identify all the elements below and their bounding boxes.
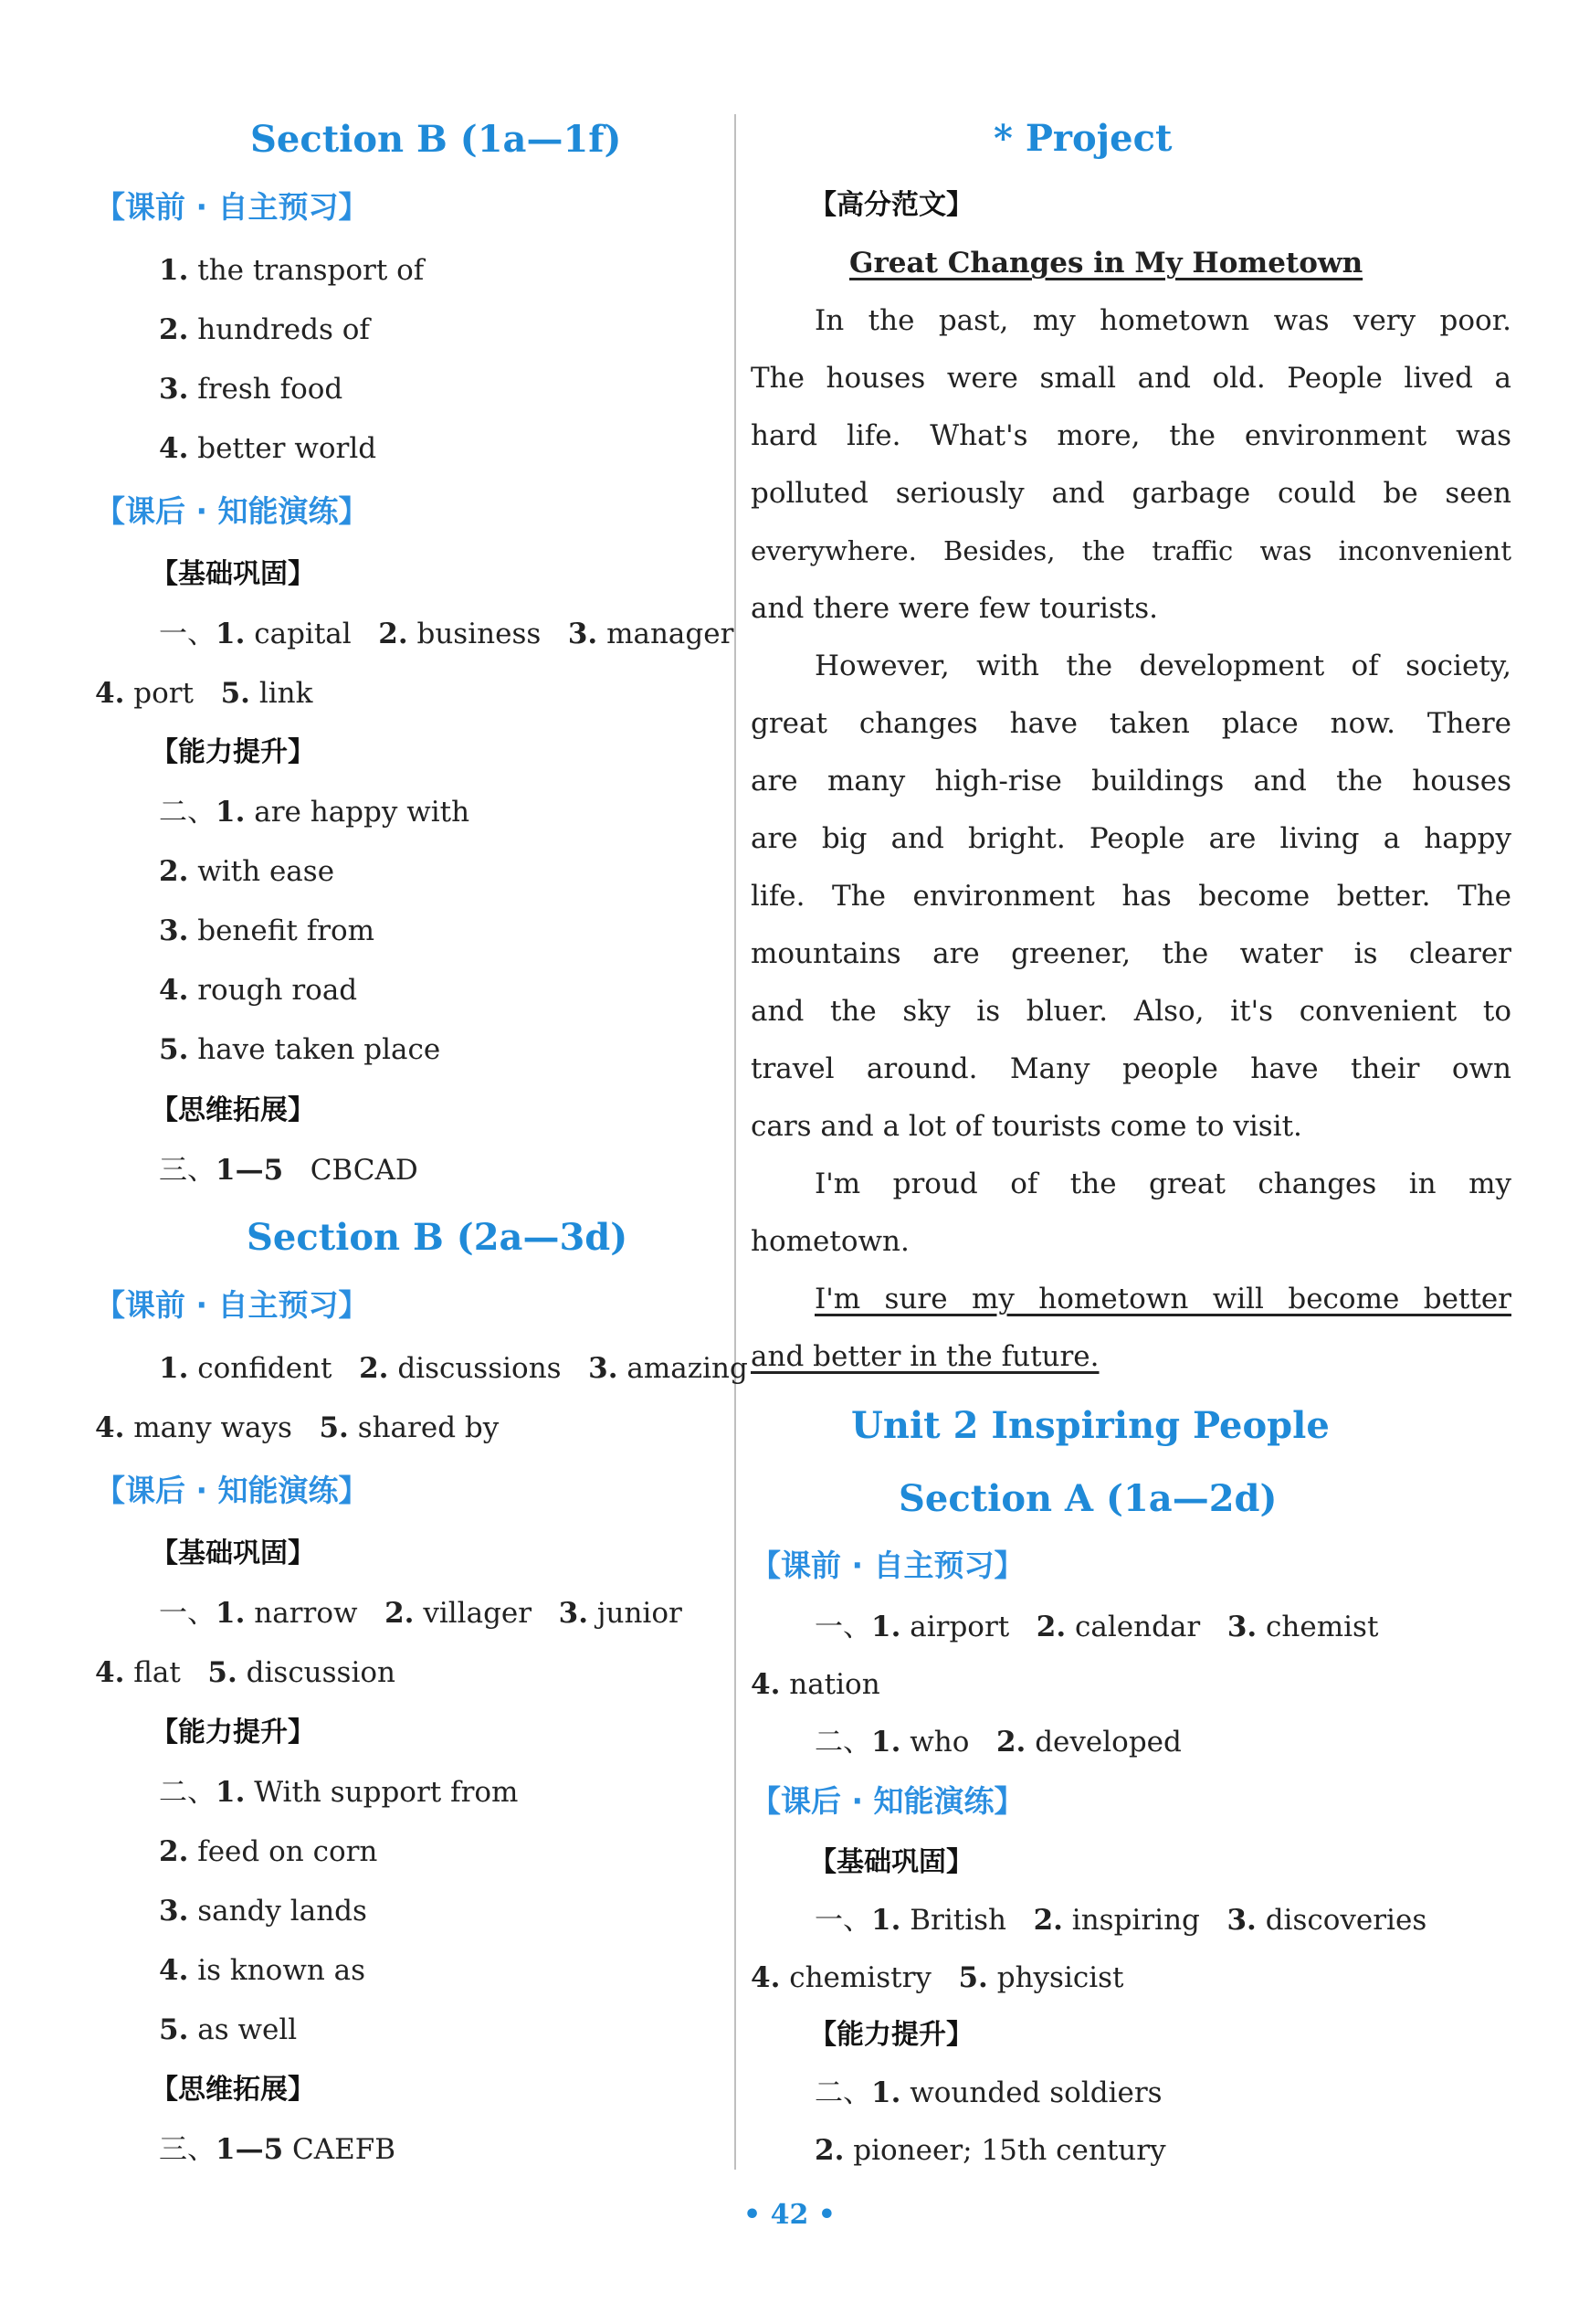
essay-line: travel around. Many people have their own	[751, 1052, 1511, 1085]
subsection-label: 【课后 · 知能演练】	[95, 493, 369, 529]
essay-line: and better in the future.	[751, 1340, 1100, 1373]
section-title: Section B (1a—1f)	[250, 118, 622, 161]
answer-line: 4. port 5. link	[95, 677, 313, 710]
essay-line: hometown.	[751, 1225, 910, 1258]
answer-line: 4. many ways 5. shared by	[95, 1411, 500, 1444]
category-label: 【能力提升】	[809, 2019, 974, 2051]
answer-line: 2. hundreds of	[159, 313, 370, 346]
answer-line: 二、1. who 2. developed	[815, 1726, 1182, 1759]
project-title: * Project	[994, 117, 1173, 160]
essay-line: The houses were small and old. People lived a	[751, 362, 1511, 395]
subsection-label: 【课前 · 自主预习】	[95, 1287, 369, 1323]
answer-line: 3. fresh food	[159, 373, 343, 406]
answer-line: 三、1—5 CBCAD	[159, 1154, 418, 1187]
answer-line: 一、1. capital 2. business 3. manager	[159, 618, 734, 650]
essay-line: In the past, my hometown was very poor.	[815, 304, 1511, 337]
subsection-label: 【课前 · 自主预习】	[95, 189, 369, 225]
essay-line: I'm sure my hometown will become better	[815, 1283, 1511, 1315]
answer-line: 一、1. British 2. inspiring 3. discoveries	[815, 1904, 1427, 1937]
answer-line: 3. sandy lands	[159, 1895, 367, 1928]
answer-line: 二、1. With support from	[159, 1776, 519, 1809]
answer-line: 2. pioneer; 15th century	[815, 2134, 1166, 2167]
category-label: 【思维拓展】	[151, 1094, 315, 1126]
section-title: Section B (2a—3d)	[247, 1216, 628, 1259]
page-number: • 42 •	[743, 2199, 836, 2231]
column-divider	[734, 114, 736, 2170]
essay-line: cars and a lot of tourists come to visit.	[751, 1110, 1302, 1143]
essay-line: are many high-rise buildings and the houses	[751, 765, 1511, 798]
essay-title: Great Changes in My Hometown	[849, 247, 1363, 280]
subsection-label: 【课后 · 知能演练】	[95, 1473, 369, 1508]
answer-line: 1. confident 2. discussions 3. amazing	[159, 1352, 748, 1385]
answer-line: 三、1—5 CAEFB	[159, 2133, 396, 2166]
essay-line: However, with the development of society,	[815, 650, 1511, 682]
answer-line: 2. with ease	[159, 855, 335, 888]
answer-line: 二、1. are happy with	[159, 796, 470, 829]
answer-line: 4. rough road	[159, 974, 358, 1007]
essay-line: I'm proud of the great changes in my	[815, 1167, 1511, 1200]
answer-line: 4. better world	[159, 432, 377, 465]
section-title: Section A (1a—2d)	[899, 1477, 1278, 1520]
answer-line: 4. chemistry 5. physicist	[751, 1961, 1124, 1994]
essay-line: polluted seriously and garbage could be seen	[751, 477, 1511, 510]
category-label: 【基础巩固】	[151, 558, 315, 590]
answer-line: 5. have taken place	[159, 1033, 441, 1066]
essay-line: and there were few tourists.	[751, 592, 1158, 625]
answer-line: 4. is known as	[159, 1954, 366, 1987]
unit-title: Unit 2 Inspiring People	[851, 1404, 1330, 1447]
answer-line: 一、1. narrow 2. villager 3. junior	[159, 1597, 682, 1630]
essay-line: everywhere. Besides, the traffic was inconvenient	[751, 535, 1511, 566]
answer-line: 2. feed on corn	[159, 1835, 378, 1868]
essay-line: life. The environment has become better. The	[751, 880, 1511, 913]
answer-line: 4. flat 5. discussion	[95, 1656, 396, 1689]
subsection-label: 【课后 · 知能演练】	[751, 1783, 1025, 1819]
essay-line: are big and bright. People are living a happy	[751, 822, 1511, 855]
essay-line: mountains are greener, the water is clearer	[751, 937, 1511, 970]
category-label: 【基础巩固】	[809, 1846, 974, 1878]
category-label: 【高分范文】	[809, 189, 974, 221]
answer-line: 一、1. airport 2. calendar 3. chemist	[815, 1611, 1379, 1643]
answer-line: 二、1. wounded soldiers	[815, 2076, 1163, 2109]
answer-line: 3. benefit from	[159, 914, 375, 947]
answer-line: 4. nation	[751, 1668, 880, 1701]
essay-line: and the sky is bluer. Also, it's convenient to	[751, 995, 1511, 1028]
subsection-label: 【课前 · 自主预习】	[751, 1548, 1025, 1583]
category-label: 【基础巩固】	[151, 1537, 315, 1569]
essay-line: great changes have taken place now. There	[751, 707, 1511, 740]
essay-line: hard life. What's more, the environment was	[751, 419, 1511, 452]
category-label: 【能力提升】	[151, 736, 315, 768]
answer-line: 1. the transport of	[159, 254, 425, 287]
category-label: 【能力提升】	[151, 1717, 315, 1748]
category-label: 【思维拓展】	[151, 2074, 315, 2106]
answer-line: 5. as well	[159, 2013, 298, 2046]
